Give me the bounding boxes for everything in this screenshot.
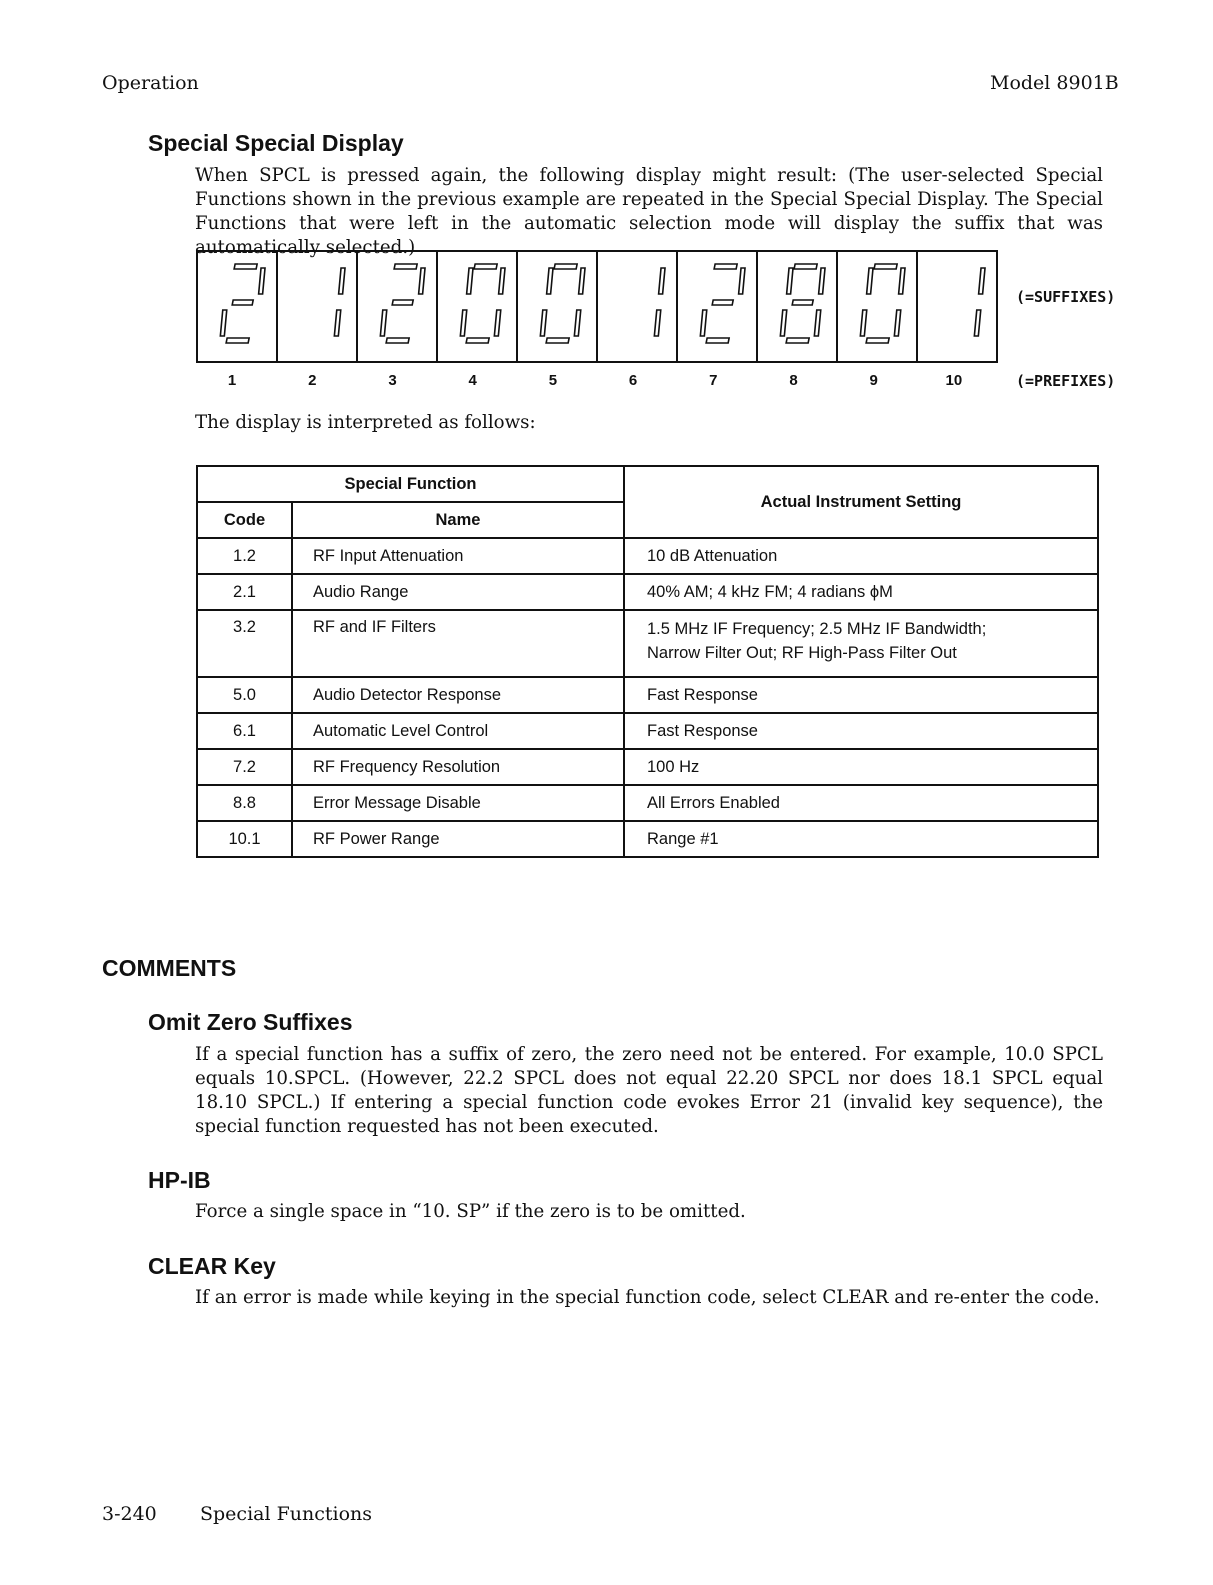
display-segment	[712, 300, 733, 305]
display-position-number: 2	[308, 372, 317, 389]
display-segment	[654, 310, 660, 336]
setting-cell: Fast Response	[624, 713, 1098, 749]
seven-segment-digit	[438, 252, 518, 361]
display-segment	[860, 310, 866, 336]
setting-cell	[624, 610, 1098, 677]
display-segment	[226, 338, 249, 343]
table-row	[197, 574, 1098, 610]
display-segment	[574, 310, 580, 336]
display-segment	[392, 300, 413, 305]
display-segment	[714, 264, 737, 269]
prefixes-label: (=PREFIXES)	[1016, 372, 1116, 390]
display-position-number: 4	[468, 372, 477, 389]
display-position-number: 3	[388, 372, 397, 389]
name-column-header: Name	[292, 502, 624, 538]
display-segment	[494, 310, 500, 336]
display-segment	[787, 268, 793, 294]
setting-cell: Range #1	[624, 821, 1098, 857]
setting-cell: All Errors Enabled	[624, 785, 1098, 821]
setting-cell: Fast Response	[624, 677, 1098, 713]
seven-segment-digit	[678, 252, 758, 361]
interpretation-text: The display is interpreted as follows:	[195, 412, 536, 433]
page-number: 3-240	[102, 1503, 157, 1525]
name-cell: Error Message Disable	[292, 785, 624, 821]
section-paragraph: When SPCL is pressed again, the following display might result: (The user-selected Special Functions shown in the previous example are repeated in the Special Special Display. The Special Functions that were left in the automatic selection mode will display the suffix that was automatically selected.)	[195, 165, 1103, 258]
display-digit-cell	[758, 252, 838, 361]
display-segment	[466, 338, 489, 343]
display-segment	[259, 268, 265, 294]
setting-cell: 40% AM; 4 kHz FM; 4 radians ϕM	[624, 574, 1098, 610]
display-segment	[419, 268, 425, 294]
display-segment	[700, 310, 706, 336]
code-cell: 2.1	[197, 574, 292, 610]
seven-segment-digit	[918, 252, 998, 361]
display-segment	[974, 310, 980, 336]
display-segment	[874, 264, 897, 269]
display-segment	[386, 338, 409, 343]
table-row	[197, 785, 1098, 821]
display-digit-cell	[518, 252, 598, 361]
special-function-group-header: Special Function	[197, 466, 624, 502]
code-cell: 6.1	[197, 713, 292, 749]
seven-segment-digit	[198, 252, 278, 361]
section-title-special-special-display: Special Special Display	[148, 130, 404, 156]
seven-segment-digit	[358, 252, 438, 361]
display-segment	[540, 310, 546, 336]
display-digit-cell	[438, 252, 518, 361]
display-segment	[979, 268, 985, 294]
display-digit-cell	[198, 252, 278, 361]
code-cell: 1.2	[197, 538, 292, 574]
display-position-number: 8	[789, 372, 798, 389]
seven-segment-digit	[598, 252, 678, 361]
display-segment	[232, 300, 253, 305]
display-position-number: 5	[548, 372, 558, 389]
display-segment	[474, 264, 497, 269]
footer-title: Special Functions	[200, 1503, 373, 1525]
display-segment	[819, 268, 825, 294]
name-cell: RF Input Attenuation	[292, 538, 624, 574]
display-segment	[554, 264, 577, 269]
clear-key-paragraph: If an error is made while keying in the special function code, select CLEAR and re-enter the code.	[195, 1287, 1100, 1308]
display-segment	[499, 268, 505, 294]
display-segment	[394, 264, 417, 269]
display-digit-cell	[838, 252, 918, 361]
code-column-header: Code	[197, 502, 292, 538]
display-digit-cell	[678, 252, 758, 361]
display-segment	[866, 338, 889, 343]
hpib-paragraph: Force a single space in “10. SP” if the zero is to be omitted.	[195, 1201, 746, 1222]
display-segment	[706, 338, 729, 343]
display-segment	[786, 338, 809, 343]
table-row	[197, 821, 1098, 857]
display-digit-cell	[358, 252, 438, 361]
special-function-table	[196, 465, 1099, 858]
display-segment	[467, 268, 473, 294]
name-cell: Audio Range	[292, 574, 624, 610]
name-cell: RF Frequency Resolution	[292, 749, 624, 785]
seven-segment-digit	[838, 252, 918, 361]
name-cell: Automatic Level Control	[292, 713, 624, 749]
setting-line-2: Narrow Filter Out; RF High-Pass Filter Out	[647, 644, 957, 662]
display-segment	[794, 264, 817, 269]
position-numbers	[0, 372, 1213, 392]
setting-cell: 100 Hz	[624, 749, 1098, 785]
section-title-hpib: HP-IB	[148, 1167, 211, 1193]
code-cell: 5.0	[197, 677, 292, 713]
setting-line-1: 1.5 MHz IF Frequency; 2.5 MHz IF Bandwidth;	[647, 620, 987, 638]
display-segment	[814, 310, 820, 336]
display-segment	[460, 310, 466, 336]
display-digit-cell	[278, 252, 358, 361]
name-cell: RF Power Range	[292, 821, 624, 857]
display-segment	[780, 310, 786, 336]
display-segment	[339, 268, 345, 294]
seven-segment-digit	[518, 252, 598, 361]
display-digit-cell	[598, 252, 678, 361]
code-cell: 8.8	[197, 785, 292, 821]
display-segment	[739, 268, 745, 294]
display-segment	[792, 300, 813, 305]
display-segment	[899, 268, 905, 294]
display-segment	[380, 310, 386, 336]
display-position-number: 6	[628, 372, 638, 389]
display-segment	[659, 268, 665, 294]
table-row	[197, 538, 1098, 574]
table-row	[197, 749, 1098, 785]
display-segment	[234, 264, 257, 269]
display-segment	[220, 310, 226, 336]
display-segment	[547, 268, 553, 294]
setting-column-header: Actual Instrument Setting	[624, 466, 1098, 538]
table-row	[197, 677, 1098, 713]
display-position-number: 7	[709, 372, 718, 389]
name-cell: RF and IF Filters	[292, 610, 624, 677]
omit-zero-paragraph: If a special function has a suffix of zero, the zero need not be entered. For example, 10.0 SPCL equals 10.SPCL. (However, 22.2 SPCL does not equal 22.20 SPCL nor does 18.1 SPCL equal 18.10 SPCL.) If entering a special function code evokes Error 21 (invalid key sequence), the special function requested has not been executed.	[195, 1044, 1103, 1137]
comments-heading: COMMENTS	[102, 955, 237, 981]
table-row	[197, 713, 1098, 749]
display-segment	[579, 268, 585, 294]
display-position-number: 1	[227, 372, 237, 389]
seven-segment-digit	[758, 252, 838, 361]
display-segment	[546, 338, 569, 343]
display-segment	[894, 310, 900, 336]
running-header-left: Operation	[102, 72, 199, 94]
name-cell: Audio Detector Response	[292, 677, 624, 713]
display-digit-cell	[918, 252, 996, 361]
table-row	[197, 610, 1098, 677]
display-segment	[867, 268, 873, 294]
section-title-clear-key: CLEAR Key	[148, 1253, 276, 1279]
running-header-right: Model 8901B	[990, 72, 1119, 94]
code-cell: 3.2	[197, 610, 292, 677]
suffixes-label: (=SUFFIXES)	[1016, 288, 1116, 306]
seven-segment-display	[196, 250, 998, 363]
seven-segment-digit	[278, 252, 358, 361]
setting-cell: 10 dB Attenuation	[624, 538, 1098, 574]
code-cell: 7.2	[197, 749, 292, 785]
display-position-number: 9	[869, 372, 878, 389]
display-segment	[334, 310, 340, 336]
code-cell: 10.1	[197, 821, 292, 857]
display-position-number: 10	[945, 372, 963, 389]
section-title-omit-zero: Omit Zero Suffixes	[148, 1009, 353, 1035]
